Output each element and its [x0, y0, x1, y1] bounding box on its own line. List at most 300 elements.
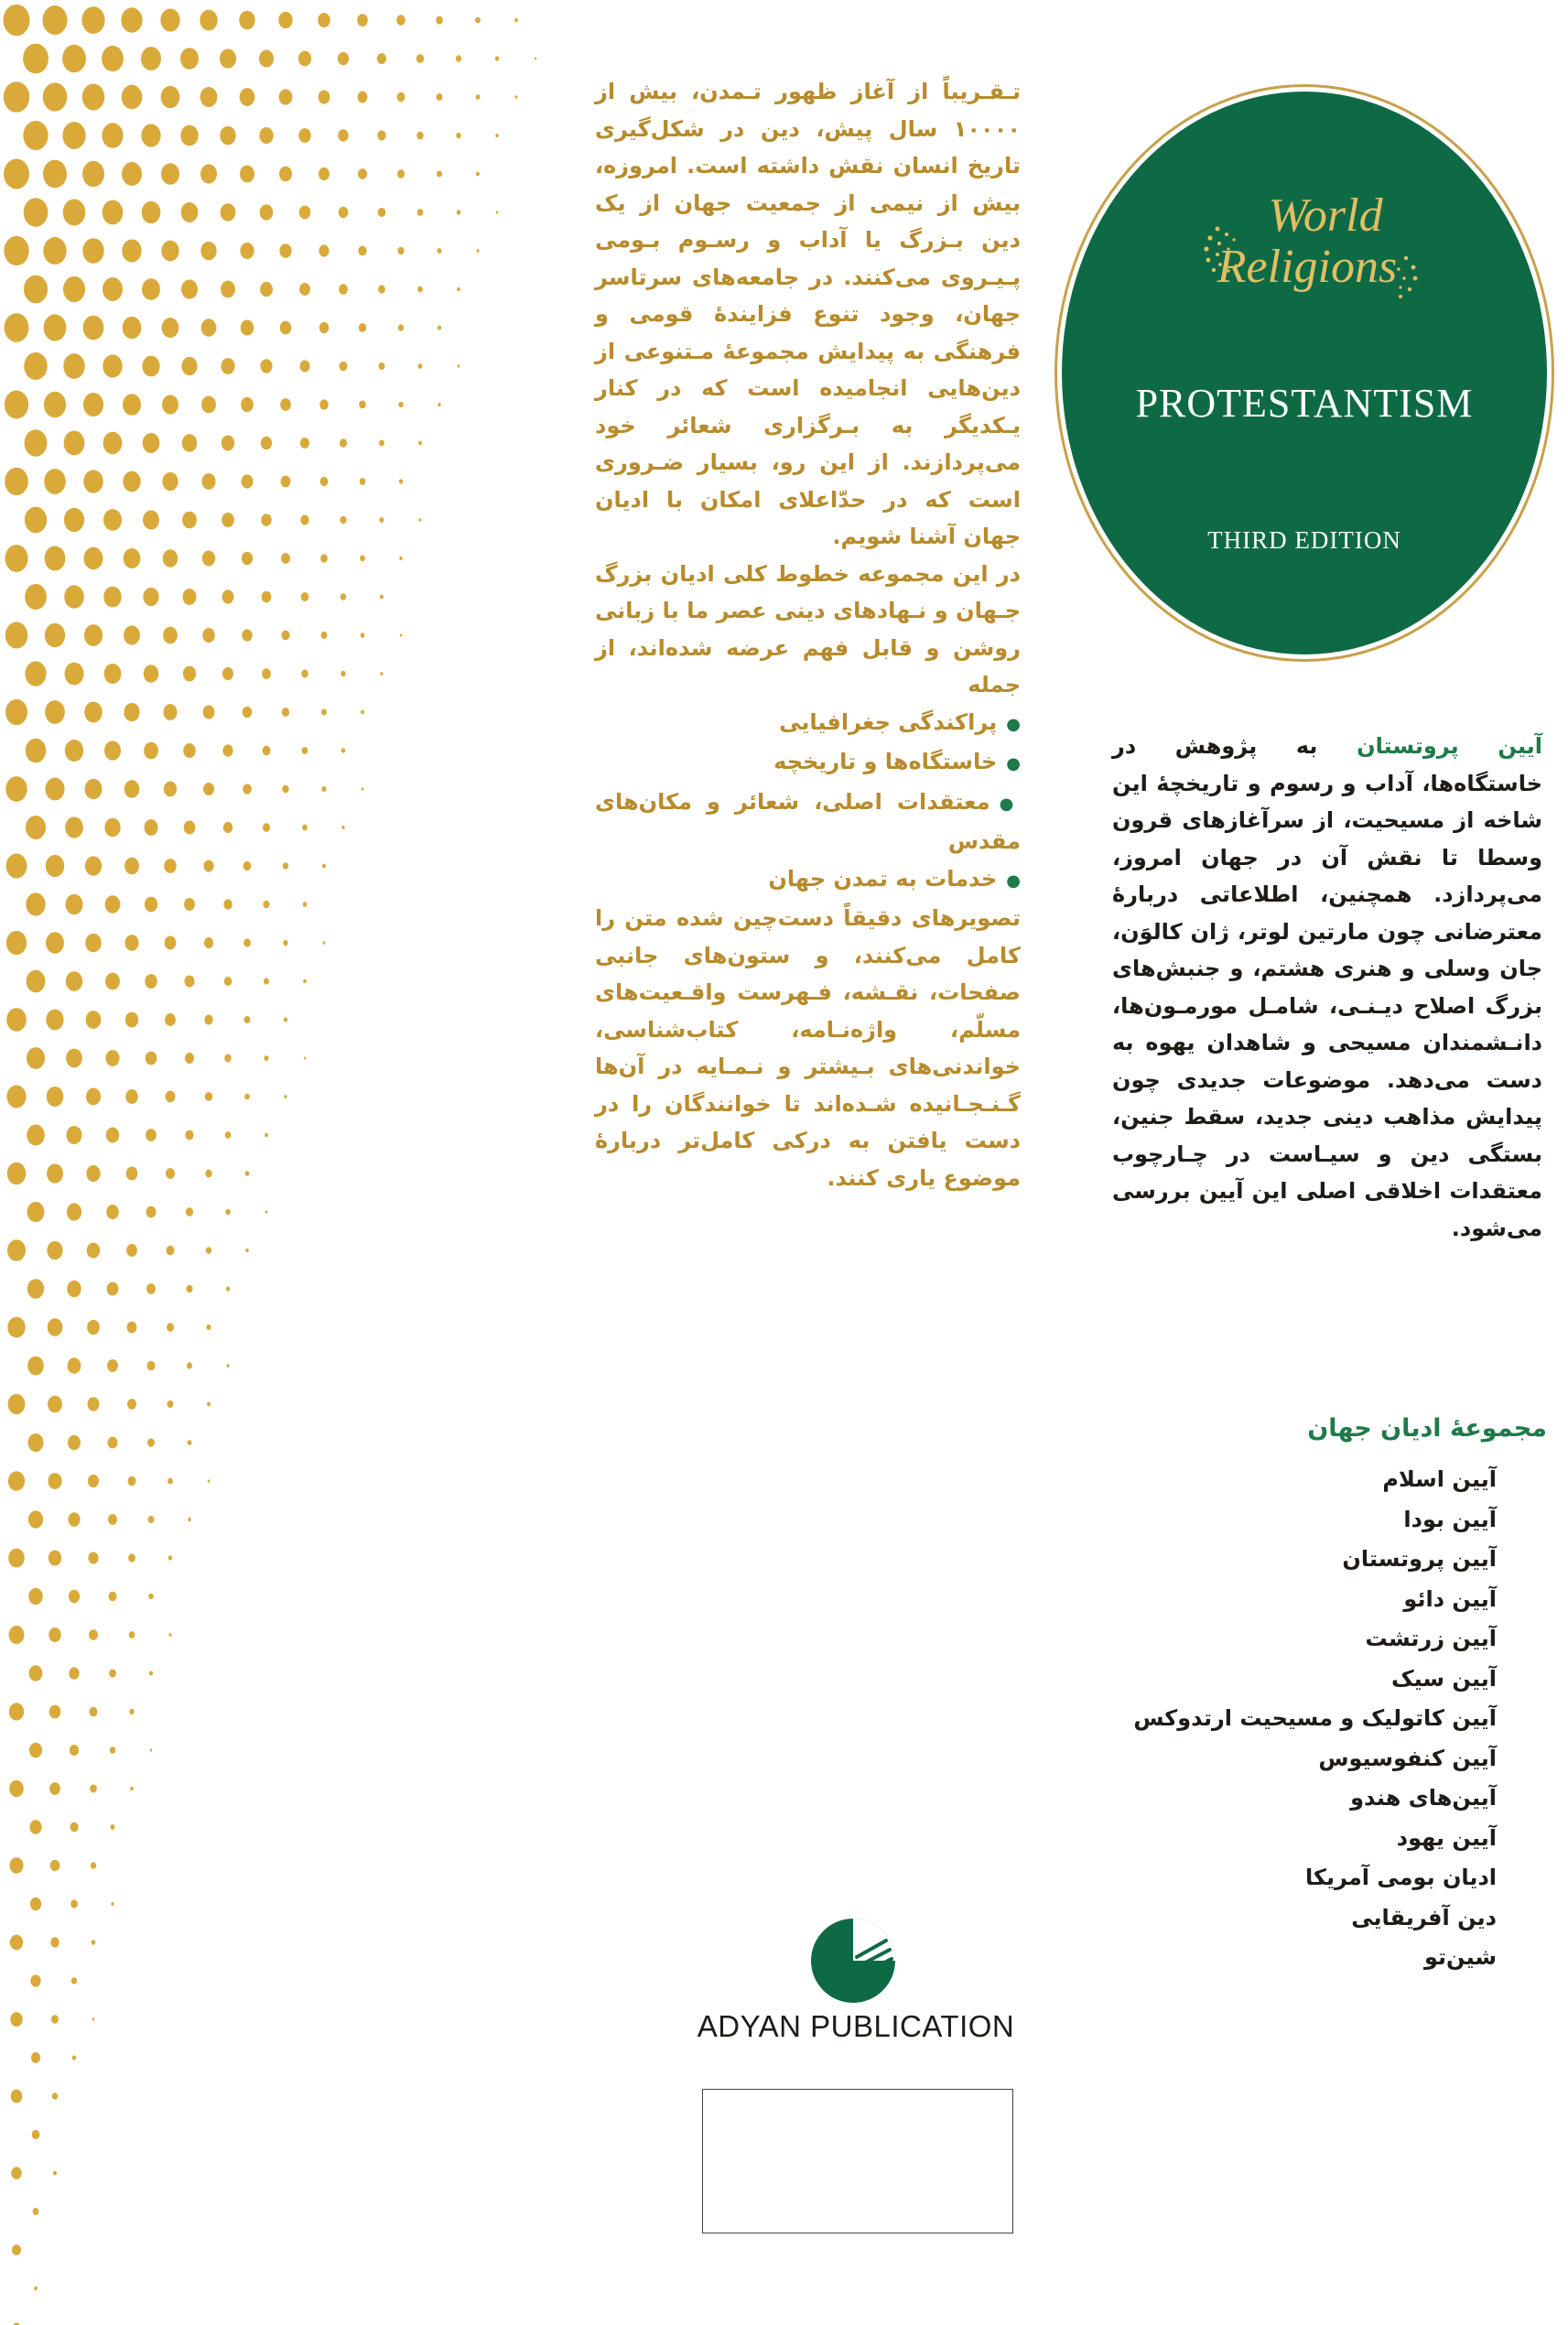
halftone-dot — [123, 317, 142, 339]
halftone-dot — [456, 133, 460, 138]
halftone-dot — [26, 816, 46, 839]
halftone-dot — [223, 822, 232, 833]
halftone-dot — [70, 1899, 78, 1908]
halftone-dot — [26, 739, 47, 763]
halftone-dot — [103, 354, 122, 377]
halftone-dot — [457, 210, 461, 214]
halftone-dot — [162, 395, 178, 414]
halftone-dot — [476, 94, 481, 100]
feature-list-item: ●پراکندگی جغرافیایی — [779, 708, 1021, 735]
halftone-dot — [30, 1898, 41, 1911]
halftone-dot — [206, 1247, 211, 1253]
halftone-dot — [220, 49, 236, 68]
halftone-dot — [300, 438, 309, 449]
halftone-dot — [358, 92, 368, 103]
halftone-dot — [223, 899, 232, 909]
halftone-dot — [265, 1133, 268, 1138]
halftone-dot — [202, 628, 215, 643]
halftone-dot — [303, 979, 307, 983]
halftone-dot — [49, 1628, 60, 1642]
halftone-dot — [184, 821, 196, 835]
halftone-dot — [299, 283, 310, 296]
halftone-dot — [27, 1047, 45, 1069]
halftone-dot — [67, 1126, 82, 1144]
halftone-dot — [130, 1787, 134, 1790]
halftone-dot — [88, 1552, 98, 1563]
halftone-dot — [186, 1285, 192, 1292]
halftone-dot — [279, 167, 292, 181]
halftone-dot — [45, 546, 66, 570]
halftone-dot — [64, 508, 84, 532]
halftone-dot — [92, 1940, 96, 1945]
halftone-dot — [187, 1362, 192, 1368]
halftone-dot — [200, 242, 216, 260]
halftone-dot — [399, 479, 403, 483]
halftone-dot — [224, 977, 232, 986]
halftone-dot — [5, 313, 29, 342]
halftone-dot — [124, 935, 138, 951]
halftone-dot — [106, 1205, 119, 1219]
halftone-dot — [263, 823, 270, 831]
halftone-dot — [65, 740, 83, 762]
halftone-dot — [149, 1671, 153, 1676]
halftone-dot — [321, 786, 326, 792]
halftone-dot — [83, 470, 103, 492]
halftone-dot — [124, 703, 139, 721]
halftone-dot — [124, 858, 139, 875]
halftone-dot — [299, 206, 311, 220]
halftone-dot — [126, 1244, 137, 1257]
halftone-dot — [5, 776, 27, 802]
halftone-dot — [359, 401, 365, 409]
halftone-dot — [129, 1709, 134, 1714]
halftone-dot — [245, 1171, 250, 1176]
halftone-dot — [284, 1017, 287, 1022]
halftone-dot — [4, 81, 29, 113]
halftone-dot — [47, 1163, 63, 1183]
halftone-dot — [69, 1590, 80, 1603]
halftone-dot — [107, 1282, 119, 1296]
series-list-item: آیین زرتشت — [1365, 1626, 1497, 1651]
halftone-dot — [416, 132, 423, 140]
halftone-dot — [183, 666, 196, 682]
halftone-dot — [123, 471, 140, 492]
halftone-dot — [225, 1209, 230, 1215]
halftone-dot — [380, 672, 383, 676]
halftone-dot — [165, 936, 177, 950]
halftone-dot — [86, 1011, 102, 1029]
halftone-dot — [49, 1551, 61, 1566]
halftone-dot — [145, 819, 158, 836]
halftone-dot — [280, 398, 291, 411]
feature-list-item: ●خدمات به تمدن جهان — [768, 865, 1021, 892]
halftone-dot — [111, 1824, 115, 1830]
halftone-dot — [243, 938, 251, 946]
halftone-dot — [476, 172, 480, 177]
halftone-dot — [182, 434, 197, 451]
halftone-dot — [260, 282, 273, 297]
halftone-dot — [495, 134, 498, 137]
halftone-dot — [85, 934, 101, 953]
halftone-dot — [208, 1479, 211, 1482]
halftone-dot — [28, 1510, 43, 1528]
halftone-dot — [378, 285, 385, 293]
halftone-dot — [201, 396, 216, 414]
halftone-dot — [163, 549, 178, 567]
halftone-dot — [43, 237, 66, 265]
halftone-dot — [6, 854, 27, 879]
halftone-dot — [182, 512, 197, 529]
halftone-dot — [62, 122, 85, 149]
halftone-dot — [45, 623, 65, 647]
series-list-item: آیین اسلام — [1382, 1466, 1497, 1492]
halftone-dot — [398, 402, 403, 407]
halftone-dot — [62, 45, 86, 72]
halftone-dot — [476, 249, 479, 253]
halftone-dot — [377, 53, 386, 64]
halftone-dot — [260, 359, 272, 373]
halftone-dot — [142, 278, 160, 300]
halftone-dot — [341, 671, 345, 676]
halftone-dot — [535, 58, 536, 60]
halftone-dot — [186, 1207, 193, 1217]
halftone-dot — [180, 48, 199, 70]
halftone-dot — [182, 589, 196, 605]
halftone-dot — [70, 1745, 79, 1756]
series-list-title: مجموعهٔ ادیان جهان — [1307, 1414, 1547, 1443]
halftone-dot — [148, 1594, 154, 1600]
halftone-dot — [475, 17, 481, 24]
halftone-dot — [85, 856, 102, 875]
halftone-dot — [141, 124, 160, 146]
halftone-dot — [245, 1249, 249, 1252]
halftone-dot — [360, 556, 365, 562]
halftone-dot — [205, 1092, 212, 1101]
halftone-dot — [222, 744, 232, 756]
halftone-dot — [91, 1862, 96, 1868]
halftone-dot — [261, 437, 272, 449]
halftone-dot — [185, 1053, 194, 1064]
series-list-item: آیین پروتستان — [1342, 1546, 1497, 1572]
halftone-dot — [90, 1784, 97, 1792]
bullet-icon: ● — [1006, 871, 1021, 891]
publisher-logo-icon — [796, 1904, 915, 2023]
halftone-dot — [105, 895, 121, 914]
halftone-dot — [417, 287, 423, 293]
intro-paragraph: تـقـریباً از آغاز ظهور تـمدن، بیش از ۱۰۰۰۰ سال پیش، دین در شکل‌گیری تاریخ انسان نقش داشته است. امروزه، بیش از نیمی از جمعیت جهان از یک دین بـزرگ یا آداب و رسـوم بـومی پـیـروی می‌کنند. در جامعه‌های سرتاسر جهان، وجود تنوع فزایندهٔ قومی و فرهنگی به پیدایش مجموعهٔ مـتنوعی از دین‌هایی انجامیده است که در کنار یـکدیگر به بـرگزاری شعائر خود می‌پردازند. از این رو، بسیار ضـروری است که در حدّاعلای امکان با ادیان جهان آشنا شویم. — [595, 79, 1021, 549]
halftone-dot — [25, 429, 48, 456]
halftone-dot — [5, 468, 28, 495]
halftone-dot — [458, 364, 460, 367]
halftone-dot — [259, 50, 274, 68]
halftone-dot — [165, 1013, 176, 1026]
halftone-dot — [146, 1052, 157, 1065]
halftone-dot — [104, 741, 121, 760]
halftone-dot — [243, 861, 252, 871]
halftone-dot — [27, 1279, 44, 1299]
halftone-dot — [67, 1281, 81, 1297]
series-list — [1112, 1460, 1497, 1978]
halftone-dot — [9, 1703, 24, 1720]
halftone-dot — [321, 708, 327, 715]
halftone-dot — [164, 782, 177, 797]
halftone-dot — [180, 125, 198, 146]
halftone-dot — [23, 121, 48, 150]
halftone-dot — [167, 1323, 174, 1331]
halftone-dot — [222, 667, 233, 680]
halftone-dot — [82, 238, 103, 264]
halftone-dot — [262, 591, 272, 603]
halftone-dot — [71, 1977, 77, 1984]
halftone-dot — [281, 631, 289, 641]
halftone-dot — [127, 1322, 137, 1334]
halftone-dot — [84, 624, 103, 646]
halftone-dot — [224, 1054, 232, 1063]
halftone-dot — [143, 433, 160, 453]
halftone-dot — [44, 392, 66, 417]
halftone-dot — [27, 970, 46, 993]
halftone-dot — [181, 357, 197, 375]
halftone-dot — [82, 161, 104, 187]
halftone-dot — [108, 1514, 117, 1525]
halftone-dot — [146, 1283, 156, 1294]
halftone-dot — [46, 1010, 63, 1031]
halftone-dot — [128, 1476, 136, 1486]
halftone-dot — [87, 1320, 100, 1335]
halftone-dot — [298, 128, 310, 143]
halftone-dot — [121, 7, 142, 32]
halftone-dot — [53, 2171, 57, 2176]
halftone-dot — [43, 160, 67, 189]
halftone-dot — [283, 940, 287, 946]
halftone-dot — [168, 1400, 174, 1408]
halftone-dot — [85, 779, 103, 799]
halftone-dot — [261, 514, 271, 526]
halftone-dot — [319, 168, 330, 180]
halftone-dot — [380, 595, 384, 600]
halftone-dot — [183, 743, 195, 758]
halftone-dot — [303, 902, 308, 907]
halftone-dot — [379, 362, 385, 370]
halftone-dot — [6, 931, 27, 955]
halftone-dot — [282, 785, 288, 794]
halftone-dot — [263, 746, 271, 756]
logo-word-religions: Religions — [1217, 241, 1398, 293]
halftone-dot — [319, 90, 330, 103]
halftone-dot — [84, 702, 102, 723]
halftone-dot — [259, 127, 273, 144]
halftone-dot — [319, 244, 329, 256]
halftone-dot — [358, 168, 367, 179]
halftone-dot — [166, 1168, 175, 1179]
halftone-dot — [63, 276, 85, 302]
religion-highlight: آیین پروتستان — [1357, 733, 1542, 759]
halftone-dot — [24, 198, 49, 226]
halftone-dot — [181, 279, 198, 298]
halftone-dot — [86, 1088, 101, 1106]
halftone-dot — [42, 5, 67, 35]
halftone-dot — [242, 552, 253, 565]
halftone-dot — [358, 246, 366, 256]
halftone-dot — [5, 622, 28, 649]
halftone-dot — [45, 778, 64, 801]
halftone-dot — [25, 507, 47, 534]
halftone-dot — [437, 170, 442, 177]
halftone-dot — [28, 1588, 43, 1605]
halftone-dot — [203, 860, 213, 871]
halftone-dot — [125, 1012, 138, 1028]
halftone-dot — [26, 892, 45, 915]
halftone-dot — [47, 1087, 64, 1107]
halftone-dot — [207, 1402, 211, 1407]
halftone-dot — [244, 1016, 251, 1023]
halftone-dot — [377, 130, 385, 140]
halftone-dot — [166, 1246, 174, 1256]
halftone-dot — [122, 85, 143, 110]
halftone-dot — [145, 897, 157, 913]
halftone-dot — [416, 54, 424, 63]
edition-label: THIRD EDITION — [1207, 526, 1401, 554]
halftone-dot — [163, 627, 178, 644]
halftone-dot — [281, 476, 291, 488]
halftone-dot — [142, 201, 161, 223]
halftone-dot — [397, 169, 405, 178]
halftone-dot — [45, 700, 65, 724]
description-column — [1112, 728, 1542, 1247]
halftone-dot — [265, 1210, 268, 1213]
halftone-dot — [30, 1974, 40, 1986]
halftone-dot — [360, 478, 366, 485]
halftone-dot — [340, 438, 347, 448]
halftone-dot — [8, 1394, 26, 1414]
halftone-dot — [222, 436, 234, 451]
halftone-dot — [242, 629, 252, 641]
halftone-dot — [304, 1057, 307, 1060]
halftone-dot — [29, 1743, 42, 1758]
halftone-dot — [10, 1935, 23, 1951]
halftone-dot — [102, 123, 123, 147]
halftone-dot — [7, 1239, 26, 1261]
halftone-dot — [201, 473, 215, 490]
halftone-dot — [200, 164, 217, 183]
logo-word-world: World — [1268, 189, 1383, 242]
halftone-dot — [205, 1170, 211, 1178]
halftone-dot — [24, 352, 47, 380]
halftone-dot — [339, 284, 348, 295]
halftone-dot — [51, 2015, 59, 2024]
halftone-dot — [10, 1857, 24, 1874]
halftone-dot — [166, 1091, 176, 1103]
halftone-dot — [300, 361, 310, 373]
feature-list-item: ●خاستگاه‌ها و تاریخچه — [773, 749, 1021, 774]
halftone-dot — [147, 1438, 155, 1446]
halftone-dot — [278, 12, 292, 28]
description-text: به پژوهش در خاستگاه‌ها، آداب و رسوم و تاریخچهٔ این شاخه از مسیحیت، از سرآغازهای قرون وسطا تا نقش آن در جهان امروز، می‌پردازد. همچنین، اطلاعاتی دربارهٔ معترضانی چون مارتین لوتر، ژان کالوَن، جان وسلی و هنری هشتم، و جنبش‌های بزرگ اصلاح دیـنـی، شامـل مورمـون‌ها، دانـشمندان مسیحی و شاهدان یهوه به دست می‌دهد. موضوعات جدیدی چون پیدایش مذاهب دینی جدید، سقط جنین، بستگی دین و سیـاست در چـارچوب معتقدات اخلاقی اصلی این آیین بررسی می‌شود. — [1112, 733, 1542, 1241]
halftone-dot — [339, 207, 349, 218]
halftone-dot — [341, 748, 345, 752]
halftone-dot — [318, 13, 330, 27]
halftone-dot — [31, 2052, 40, 2063]
halftone-dot — [320, 554, 328, 562]
halftone-dot — [200, 10, 217, 31]
halftone-dot — [109, 1592, 117, 1601]
halftone-dot — [102, 46, 124, 71]
halftone-dot — [284, 1095, 287, 1098]
halftone-dot — [69, 1667, 79, 1679]
halftone-dot — [122, 162, 142, 186]
halftone-dot — [221, 358, 234, 374]
halftone-dot — [108, 1437, 118, 1449]
halftone-dot — [341, 826, 344, 829]
halftone-dot — [141, 47, 161, 70]
halftone-dot — [4, 159, 29, 189]
halftone-dot — [226, 1286, 230, 1291]
halftone-dot — [49, 1705, 61, 1719]
halftone-dot — [206, 1325, 211, 1330]
halftone-dot — [144, 665, 158, 682]
series-list-item: آیین سیک — [1391, 1665, 1497, 1692]
halftone-dot — [164, 859, 176, 873]
halftone-dot — [125, 1089, 137, 1104]
halftone-dot — [456, 55, 461, 61]
halftone-dot — [103, 587, 121, 608]
halftone-dot — [226, 1364, 229, 1368]
halftone-dot — [146, 1206, 157, 1218]
halftone-dot — [107, 1359, 118, 1372]
halftone-dot — [5, 545, 27, 572]
halftone-dot — [225, 1131, 232, 1139]
halftone-dot — [81, 6, 104, 34]
halftone-dot — [203, 783, 214, 795]
halftone-dot — [105, 1050, 119, 1066]
halftone-dot — [9, 1626, 25, 1644]
halftone-dot — [8, 1471, 25, 1490]
halftone-dot — [222, 589, 234, 603]
series-list-item: آیین بودا — [1403, 1506, 1497, 1532]
halftone-dot — [9, 1780, 24, 1797]
halftone-dot — [70, 1822, 78, 1833]
halftone-dot — [168, 1555, 173, 1560]
halftone-dot — [29, 1820, 41, 1834]
halftone-dot — [437, 248, 441, 254]
halftone-dot — [184, 898, 195, 911]
halftone-dot — [126, 1167, 138, 1181]
halftone-dot — [220, 126, 235, 145]
halftone-dot — [84, 547, 103, 570]
halftone-dot — [7, 1162, 27, 1184]
halftone-dot — [397, 247, 404, 254]
halftone-dot — [29, 1665, 43, 1681]
halftone-dot — [105, 973, 120, 990]
halftone-dot — [514, 18, 518, 23]
halftone-dot — [361, 633, 365, 638]
halftone-dot — [3, 5, 29, 36]
closing-paragraph: تصویرهای دقیقاً دست‌چین شده متن را کامل می‌کنند، و ستون‌های جانبی صفحات، نقـشه، فـهرست واقـعیت‌های مسلّم، واژه‌نـامه، کتاب‌شناسی، خواندنی‌های بـیشتر و نـمـایه در آن‌ها گـنـجـانیده شـده‌اند تا خوانندگان را در دست یافتن به درکی کامل‌تر دربارهٔ موضوع یاری کنند. — [595, 905, 1021, 1191]
halftone-dot — [34, 2287, 38, 2290]
halftone-dot — [260, 204, 274, 220]
halftone-dot — [300, 514, 308, 524]
halftone-dot — [240, 166, 254, 183]
halftone-dot — [142, 356, 159, 377]
halftone-dot — [46, 932, 64, 953]
halftone-dot — [398, 324, 404, 330]
halftone-dot — [27, 1124, 45, 1145]
series-badge — [1062, 92, 1547, 654]
halftone-dot — [302, 825, 308, 831]
bullet-icon: ● — [1006, 714, 1021, 734]
halftone-dot — [302, 747, 308, 754]
halftone-dot — [122, 239, 141, 262]
